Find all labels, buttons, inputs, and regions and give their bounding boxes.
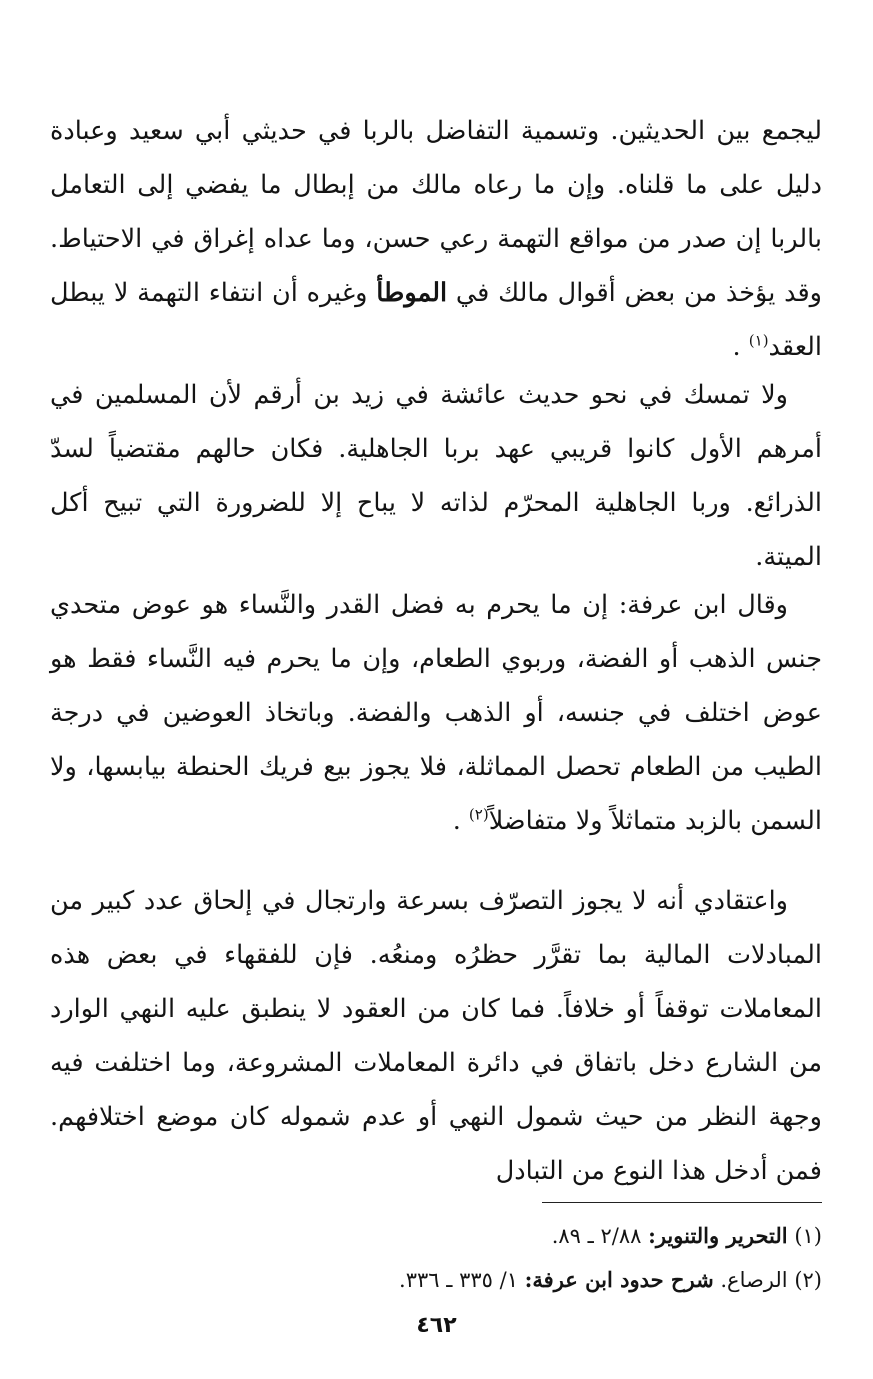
paragraph-1-text-continued: وغيره أن انتفاء التهمة لا يبطل العقد (50, 278, 822, 362)
paragraph-4-text: واعتقادي أنه لا يجوز التصرّف بسرعة وارتجال في إلحاق عدد كبير من المبادلات المالية بما تقرَّر حظرُه ومنعُه. فإن للفقهاء في بعض هذه المعاملات توقفاً أو خلافاً. فما كان من العقود لا ينطبق عليه النهي الوارد من الشارع دخل باتفاق في دائرة المعاملات المشروعة، وما اختلفت فيه وجهة النظر من حيث شمول النهي أو عدم شموله كان موضع اختلافهم. فمن أدخل هذا النوع من التبادل (50, 886, 822, 1186)
paragraph-3 (50, 578, 822, 848)
footnote-2 (50, 1258, 822, 1302)
paragraph-3-end: . (452, 806, 461, 836)
footnote-divider (542, 1202, 822, 1203)
footnote-1 (50, 1214, 822, 1258)
book-title-muwatta: الموطأ (376, 278, 448, 308)
footnote-1-marker: (١) (794, 1224, 822, 1248)
paragraph-1-end: . (732, 332, 741, 362)
footnote-ref-1[interactable]: (١) (748, 331, 769, 350)
paragraph-1-text: ليجمع بين الحديثين. وتسمية التفاضل بالربا في حديثي أبي سعيد وعبادة دليل على ما قلناه. وإن ما رعاه مالك من إبطال ما يفضي إلى التعامل بالربا إن صدر من مواقع التهمة رعي حسن، وما عداه إغراق في الاحتياط. وقد يؤخذ من بعض أقوال مالك في (50, 116, 822, 308)
paragraph-3-text: وقال ابن عرفة: إن ما يحرم به فضل القدر والنَّساء هو عوض متحدي جنس الذهب أو الفضة، وربوي الطعام، وإن ما يحرم فيه النَّساء فقط هو عوض اختلف في جنسه، أو الذهب والفضة. وباتخاذ العوضين في درجة الطيب من الطعام تحصل المماثلة، فلا يجوز بيع فريك الحنطة بيابسها، ولا السمن بالزبد متماثلاً ولا متفاضلاً (50, 590, 822, 836)
footnote-2-marker: (٢) (794, 1268, 822, 1292)
footnote-1-pages: ٢/٨٨ ـ ٨٩. (551, 1224, 642, 1248)
footnote-2-pages: ١/ ٣٣٥ ـ ٣٣٦. (399, 1268, 518, 1292)
paragraph-1 (50, 104, 822, 374)
paragraph-2 (50, 368, 822, 584)
footnote-2-prefix: الرصاع. (720, 1268, 788, 1292)
footnote-ref-2[interactable]: (٢) (468, 805, 489, 824)
footnotes (50, 1214, 822, 1302)
footnote-1-source: التحرير والتنوير: (648, 1223, 788, 1248)
footnote-2-source: شرح حدود ابن عرفة: (524, 1267, 714, 1292)
paragraph-2-text: ولا تمسك في نحو حديث عائشة في زيد بن أرقم لأن المسلمين في أمرهم الأول كانوا قريبي عهد بربا الجاهلية. فكان حالهم مقتضياً لسدّ الذرائع. وربا الجاهلية المحرّم لذاته لا يباح إلا للضرورة التي تبيح أكل الميتة. (50, 380, 822, 572)
page-number: ٤٦٢ (416, 1313, 457, 1338)
paragraph-4 (50, 874, 822, 1198)
